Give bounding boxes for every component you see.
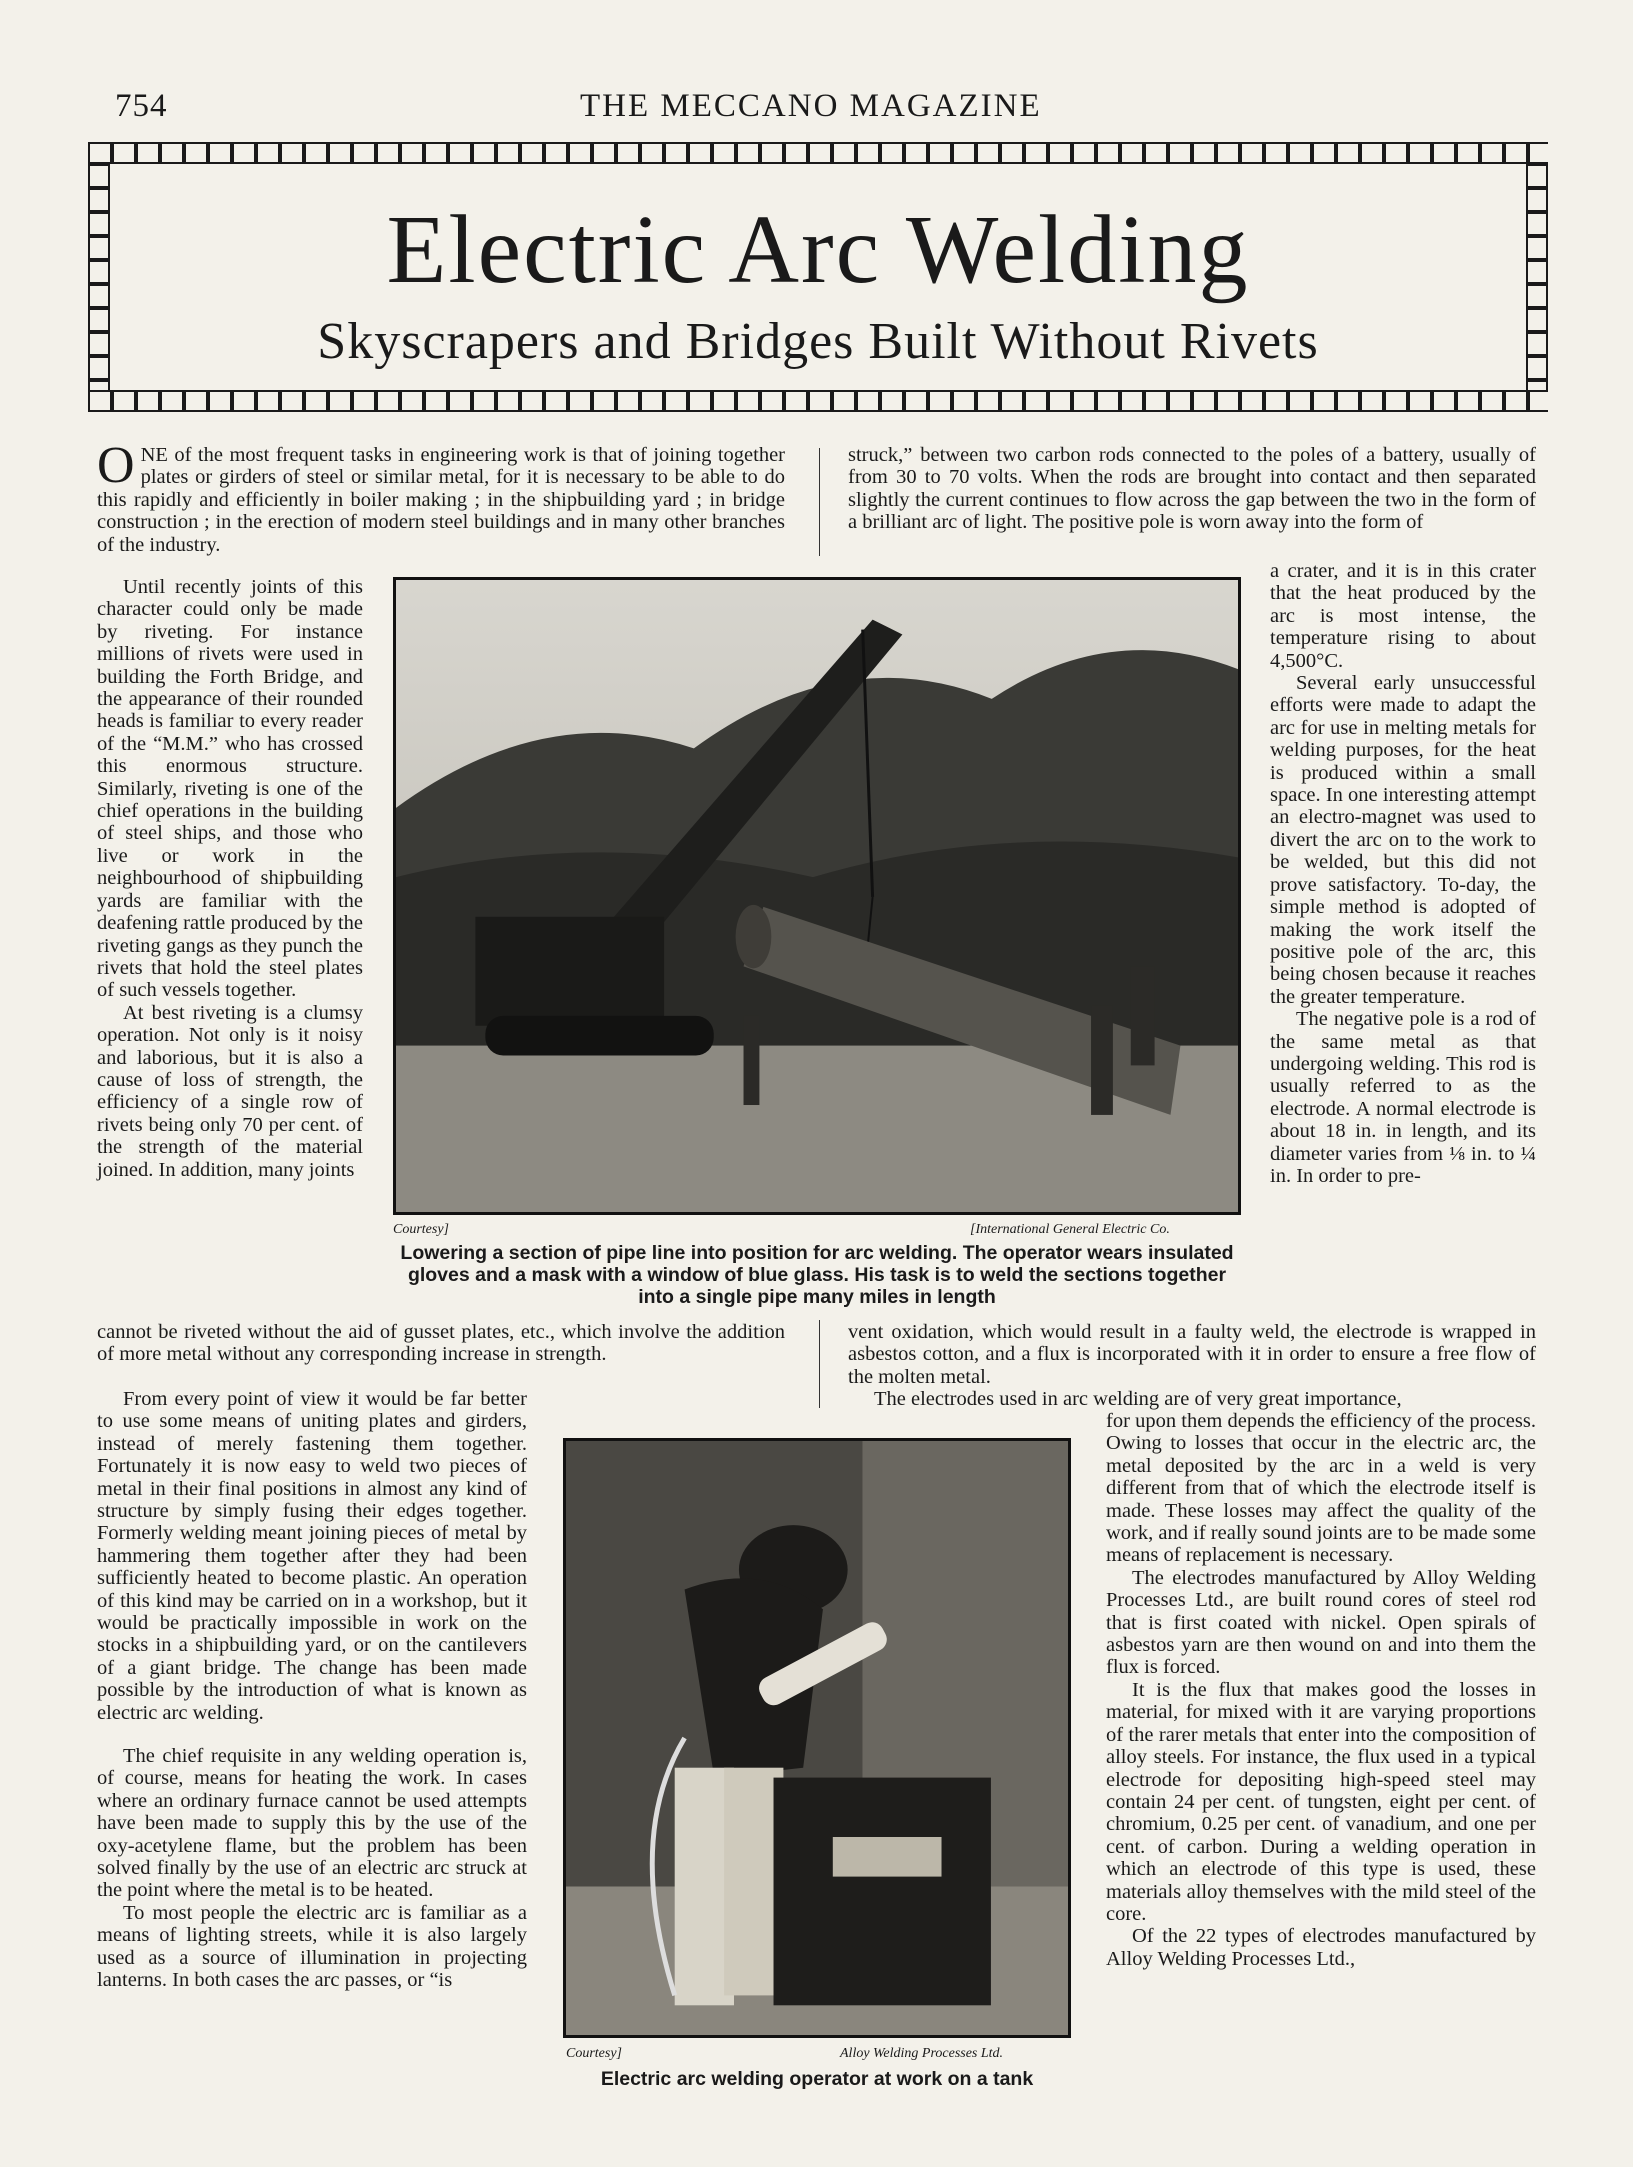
right-paragraph-4: The negative pole is a rod of the same metal as that undergoing welding. This rod is usually referred to as the electrode. A normal electrode is about 18 in. in length, and its diameter varies from ⅛ in. to ¼ in. In order to pre- [1270, 1008, 1536, 1187]
right-paragraph-3: Several early unsuccessful efforts were made to adapt the arc for use in melting metals for welding purposes, for the heat is produced within a small space. In one interesting attempt an electro-magnet was used to divert the arc on to the work to be welded, but this did not prove satisfactory. To-day, the simple method is adopted of making the work itself the positive pole of the arc, this being chosen because it reaches the greater temperature. [1270, 672, 1536, 1008]
right-narrow-lower [1106, 1410, 1536, 1970]
paragraph-3-cont: cannot be riveted without the aid of gusset plates, etc., which involve the addition of more metal without any corresponding increase in strength. [97, 1321, 785, 1366]
article-title: Electric Arc Welding [386, 196, 1250, 304]
figure2-caption: Electric arc welding operator at work on a tank [600, 2068, 1034, 2090]
figure1-credit-left: Courtesy] [393, 1222, 449, 1237]
drop-cap: O [97, 437, 135, 494]
right-paragraph-2: a crater, and it is in this crater that the heat produced by the arc is most intense, the temperature rising to about 4,500°C. [1270, 560, 1536, 672]
border-squares-top [88, 142, 1548, 164]
welder-photo [563, 1438, 1071, 2038]
right-paragraph-4-cont: vent oxidation, which would result in a faulty weld, the electrode is wrapped in asbestos cotton, and a flux is incorporated with it in order to ensure a free flow of the molten metal. [848, 1321, 1536, 1388]
paragraph-3: At best riveting is a clumsy operation. Not only is it noisy and laborious, but it is also a cause of loss of strength, the efficiency of a single row of rivets being only 70 per cent. of the strength of the material joined. In addition, many joints [97, 1001, 363, 1181]
figure2-credit-left: Courtesy] [566, 2046, 622, 2061]
right-paragraph-6: The electrodes manufactured by Alloy Welding Processes Ltd., are built round cores of steel rod that is first coated with nickel. Open spirals of asbestos yarn are then wound on and into them the flux is forced. [1106, 1566, 1536, 1679]
right-narrow-column [1270, 560, 1536, 1187]
right-paragraph-5-cont: for upon them depends the efficiency of the process. Owing to losses that occur in the electric arc, the metal deposited by the arc in a weld is very different from that of which the electrode itself is made. These losses may affect the quality of the work, and if really sound joints are to be made some means of replacement is necessary. [1106, 1410, 1536, 1567]
right-paragraph-5: The electrodes used in arc welding are of very great importance, [874, 1388, 1402, 1411]
border-squares-bottom [88, 390, 1548, 412]
page-number: 754 [115, 88, 168, 124]
title-frame [88, 142, 1548, 412]
column-divider-mid [819, 1320, 820, 1408]
paragraph-1: NE of the most frequent tasks in engineering work is that of joining together plates or girders of steel or similar metal, for it is necessary to be able to do this rapidly and efficiently in boiler making ; in the shipbuilding yard ; in bridge construction ; in the erection of modern steel buildings and in many other branches of the industry. [97, 444, 785, 556]
figure1-credit-right: [International General Electric Co. [970, 1222, 1170, 1237]
paragraph-6: To most people the electric arc is familiar as a means of lighting streets, while it is also largely used as a source of illumination in projecting lanterns. In both cases the arc passes, or “is [97, 1901, 527, 1992]
right-paragraph-1: struck,” between two carbon rods connected to the poles of a battery, usually of from 30 to 70 volts. When the rods are brought into contact and then separated slightly the current continues to flow across the gap between the two in the form of a brilliant arc of light. The positive pole is worn away into the form of [848, 444, 1536, 534]
column-divider-top [819, 448, 820, 556]
article-intro [97, 437, 785, 556]
paragraph-2: Until recently joints of this character could only be made by riveting. For instance millions of rivets were used in building the Forth Bridge, and the appearance of their rounded heads is familiar to every reader of the “M.M.” who has crossed this enormous structure. Similarly, riveting is one of the chief operations in the building of steel ships, and those who live or work in the neighbourhood of shipbuilding yards are familiar with the deafening rattle produced by the riveting gangs as they punch the rivets that hold the steel plates of such vessels together. [97, 576, 363, 1002]
figure1-caption: Lowering a section of pipe line into position for arc welding. The operator wears insulated gloves and a mask with a window of blue glass. His task is to weld the sections together into a single pipe many miles in length [400, 1242, 1234, 1308]
magazine-title: THE MECCANO MAGAZINE [580, 88, 1042, 124]
paragraph-5: The chief requisite in any welding operation is, of course, means for heating the work. In cases where an ordinary furnace cannot be used attempts have been made to supply this by the use of the oxy-acetylene flame, but the problem has been solved finally by the use of an electric arc struck at the point where the metal is to be heated. [97, 1745, 527, 1902]
figure2-credit-right: Alloy Welding Processes Ltd. [840, 2046, 1004, 2061]
right-top-column [848, 444, 1536, 534]
article-subtitle: Skyscrapers and Bridges Built Without Rivets [317, 313, 1319, 370]
right-paragraph-7: It is the flux that makes good the losses in material, for mixed with it are varying proportions of the rarer metals that enter into the composition of alloy steels. For instance, the flux used in a typical electrode for depositing high-speed steel may contain 24 per cent. of tungsten, eight per cent. of chromium, 0.25 per cent. of vanadium, and one per cent. of carbon. During a welding operation in which an electrode of this type is used, these materials alloy themselves with the mild steel of the core. [1106, 1678, 1536, 1925]
left-narrow-lower-2 [97, 1745, 527, 1991]
crane-pipeline-photo [393, 577, 1241, 1215]
right-wide-column [848, 1321, 1536, 1411]
paragraph-4-lead: From every point of view it would be far better to use some means of uniting plates and girders, instead of merely fastening them together. Fortunately it is now easy to weld two pieces of metal in their final positions in almost any kind of structure by simply fusing their edges together. Formerly welding meant joining pieces of metal by hammering them together after they had been sufficiently heated to become plastic. An operation of this kind may be carried on in a workshop, but it would be practically impossible in work on the stocks in a shipbuilding yard, or on the cantilevers of a giant bridge. The change has been made possible by the introduction of what is known as electric arc welding. [97, 1388, 527, 1724]
left-narrow-column [97, 576, 363, 1181]
right-paragraph-8: Of the 22 types of electrodes manufactured by Alloy Welding Processes Ltd., [1106, 1925, 1536, 1970]
left-wide-column [97, 1321, 785, 1366]
